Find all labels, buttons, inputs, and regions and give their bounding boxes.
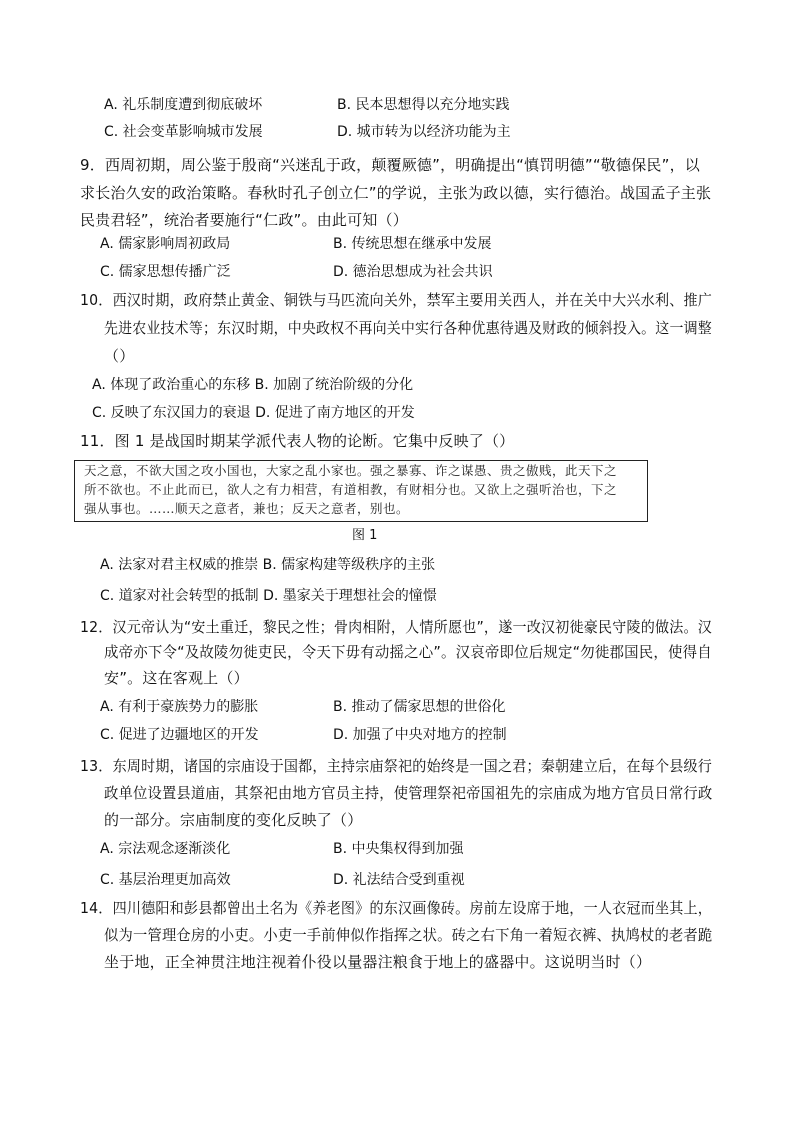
q13-option-a: A. 宗法观念逐渐淡化 xyxy=(100,841,231,857)
q12-stem-line-2: 成帝亦下令“及故陵勿徙吏民，令天下毋有动摇之心”。汉哀帝即位后规定“勿徙郡国民，使得自 xyxy=(104,643,712,661)
q9-option-a: A. 儒家影响周初政局 xyxy=(100,236,231,252)
q10-stem-line-1: 10．西汉时期，政府禁止黄金、铜铁与马匹流向关外，禁军主要用关西人，并在关中大兴水利、推广 xyxy=(80,291,713,309)
q12-option-d: D. 加强了中央对地方的控制 xyxy=(333,727,507,743)
q13-stem-line-3: 的一部分。宗庙制度的变化反映了（） xyxy=(104,811,363,829)
quote-line-3: 强从事也。……顺天之意者，兼也；反天之意者，别也。 xyxy=(84,501,410,516)
q8-option-d: D. 城市转为以经济功能为主 xyxy=(337,124,511,140)
q11-options-cd: C. 道家对社会转型的抵制 D. 墨家关于理想社会的憧憬 xyxy=(100,588,437,604)
q14-stem-line-2: 似为一管理仓房的小吏。小吏一手前伸似作指挥之状。砖之右下角一着短衣裤、执鸠杖的老者跪 xyxy=(104,926,713,944)
q13-option-d: D. 礼法结合受到重视 xyxy=(333,872,465,888)
q13-stem-line-2: 政单位设置县道庙，其祭祀由地方官员主持，使管理祭祀帝国祖先的宗庙成为地方官员日常行政 xyxy=(104,784,713,802)
q10-stem-line-3: （） xyxy=(104,347,135,365)
q14-stem-line-1: 14．四川德阳和彭县都曾出土名为《养老图》的东汉画像砖。房前左设席于地，一人衣冠而坐其上， xyxy=(80,899,713,917)
q13-option-b: B. 中央集权得到加强 xyxy=(333,841,464,857)
q13-option-c: C. 基层治理更加高效 xyxy=(100,872,231,888)
q8-option-c: C. 社会变革影响城市发展 xyxy=(104,124,263,140)
q9-stem-line-2: 求长治久安的政治策略。春秋时孔子创立仁”的学说，主张为政以德，实行德治。战国孟子主张 xyxy=(80,184,712,202)
figure-caption: 图 1 xyxy=(352,528,378,543)
q10-options-ab: A. 体现了政治重心的东移 B. 加剧了统治阶级的分化 xyxy=(92,377,414,393)
q12-stem-line-1: 12．汉元帝认为“安土重迁，黎民之性；骨肉相附，人情所愿也”，遂一改汉初徙豪民守陵的做法。汉 xyxy=(80,618,713,636)
q9-option-c: C. 儒家思想传播广泛 xyxy=(100,264,231,280)
q12-option-c: C. 促进了边疆地区的开发 xyxy=(100,727,259,743)
q12-option-a: A. 有利于豪族势力的膨胀 xyxy=(100,699,259,715)
q9-option-b: B. 传统思想在继承中发展 xyxy=(333,236,492,252)
q8-option-a: A. 礼乐制度遭到彻底破坏 xyxy=(104,97,263,113)
q9-option-d: D. 德治思想成为社会共识 xyxy=(333,264,493,280)
q14-stem-line-3: 坐于地，正全神贯注地注视着仆役以量器注粮食于地上的盛器中。这说明当时（） xyxy=(104,953,652,971)
q10-options-cd: C. 反映了东汉国力的衰退 D. 促进了南方地区的开发 xyxy=(92,405,415,421)
q11-stem: 11．图 1 是战国时期某学派代表人物的论断。它集中反映了（） xyxy=(80,432,515,450)
q12-stem-line-3: 安”。这在客观上（） xyxy=(104,669,249,687)
q9-stem-line-1: 9．西周初期，周公鉴于殷商“兴迷乱于政，颠覆厥德”，明确提出“慎罚明德”“敬德保民”，以 xyxy=(80,156,700,174)
q11-options-ab: A. 法家对君主权威的推崇 B. 儒家构建等级秩序的主张 xyxy=(100,557,436,573)
quote-line-1: 天之意，不欲大国之攻小国也，大家之乱小家也。强之暴寡、诈之谋愚、贵之傲贱，此天下之 xyxy=(84,463,618,478)
q12-option-b: B. 推动了儒家思想的世俗化 xyxy=(333,699,506,715)
q10-stem-line-2: 先进农业技术等；东汉时期，中央政权不再向关中实行各种优惠待遇及财政的倾斜投入。这一调整 xyxy=(104,319,712,337)
q8-option-b: B. 民本思想得以充分地实践 xyxy=(337,97,510,113)
quote-line-2: 所不欲也。不止此而已，欲人之有力相营，有道相教，有财相分也。又欲上之强听治也，下之 xyxy=(84,482,618,497)
q9-stem-line-3: 民贵君轻”，统治者要施行“仁政”。由此可知（） xyxy=(80,211,408,229)
q13-stem-line-1: 13．东周时期，诸国的宗庙设于国都，主持宗庙祭祀的始终是一国之君；秦朝建立后，在每个县级行 xyxy=(80,757,713,775)
